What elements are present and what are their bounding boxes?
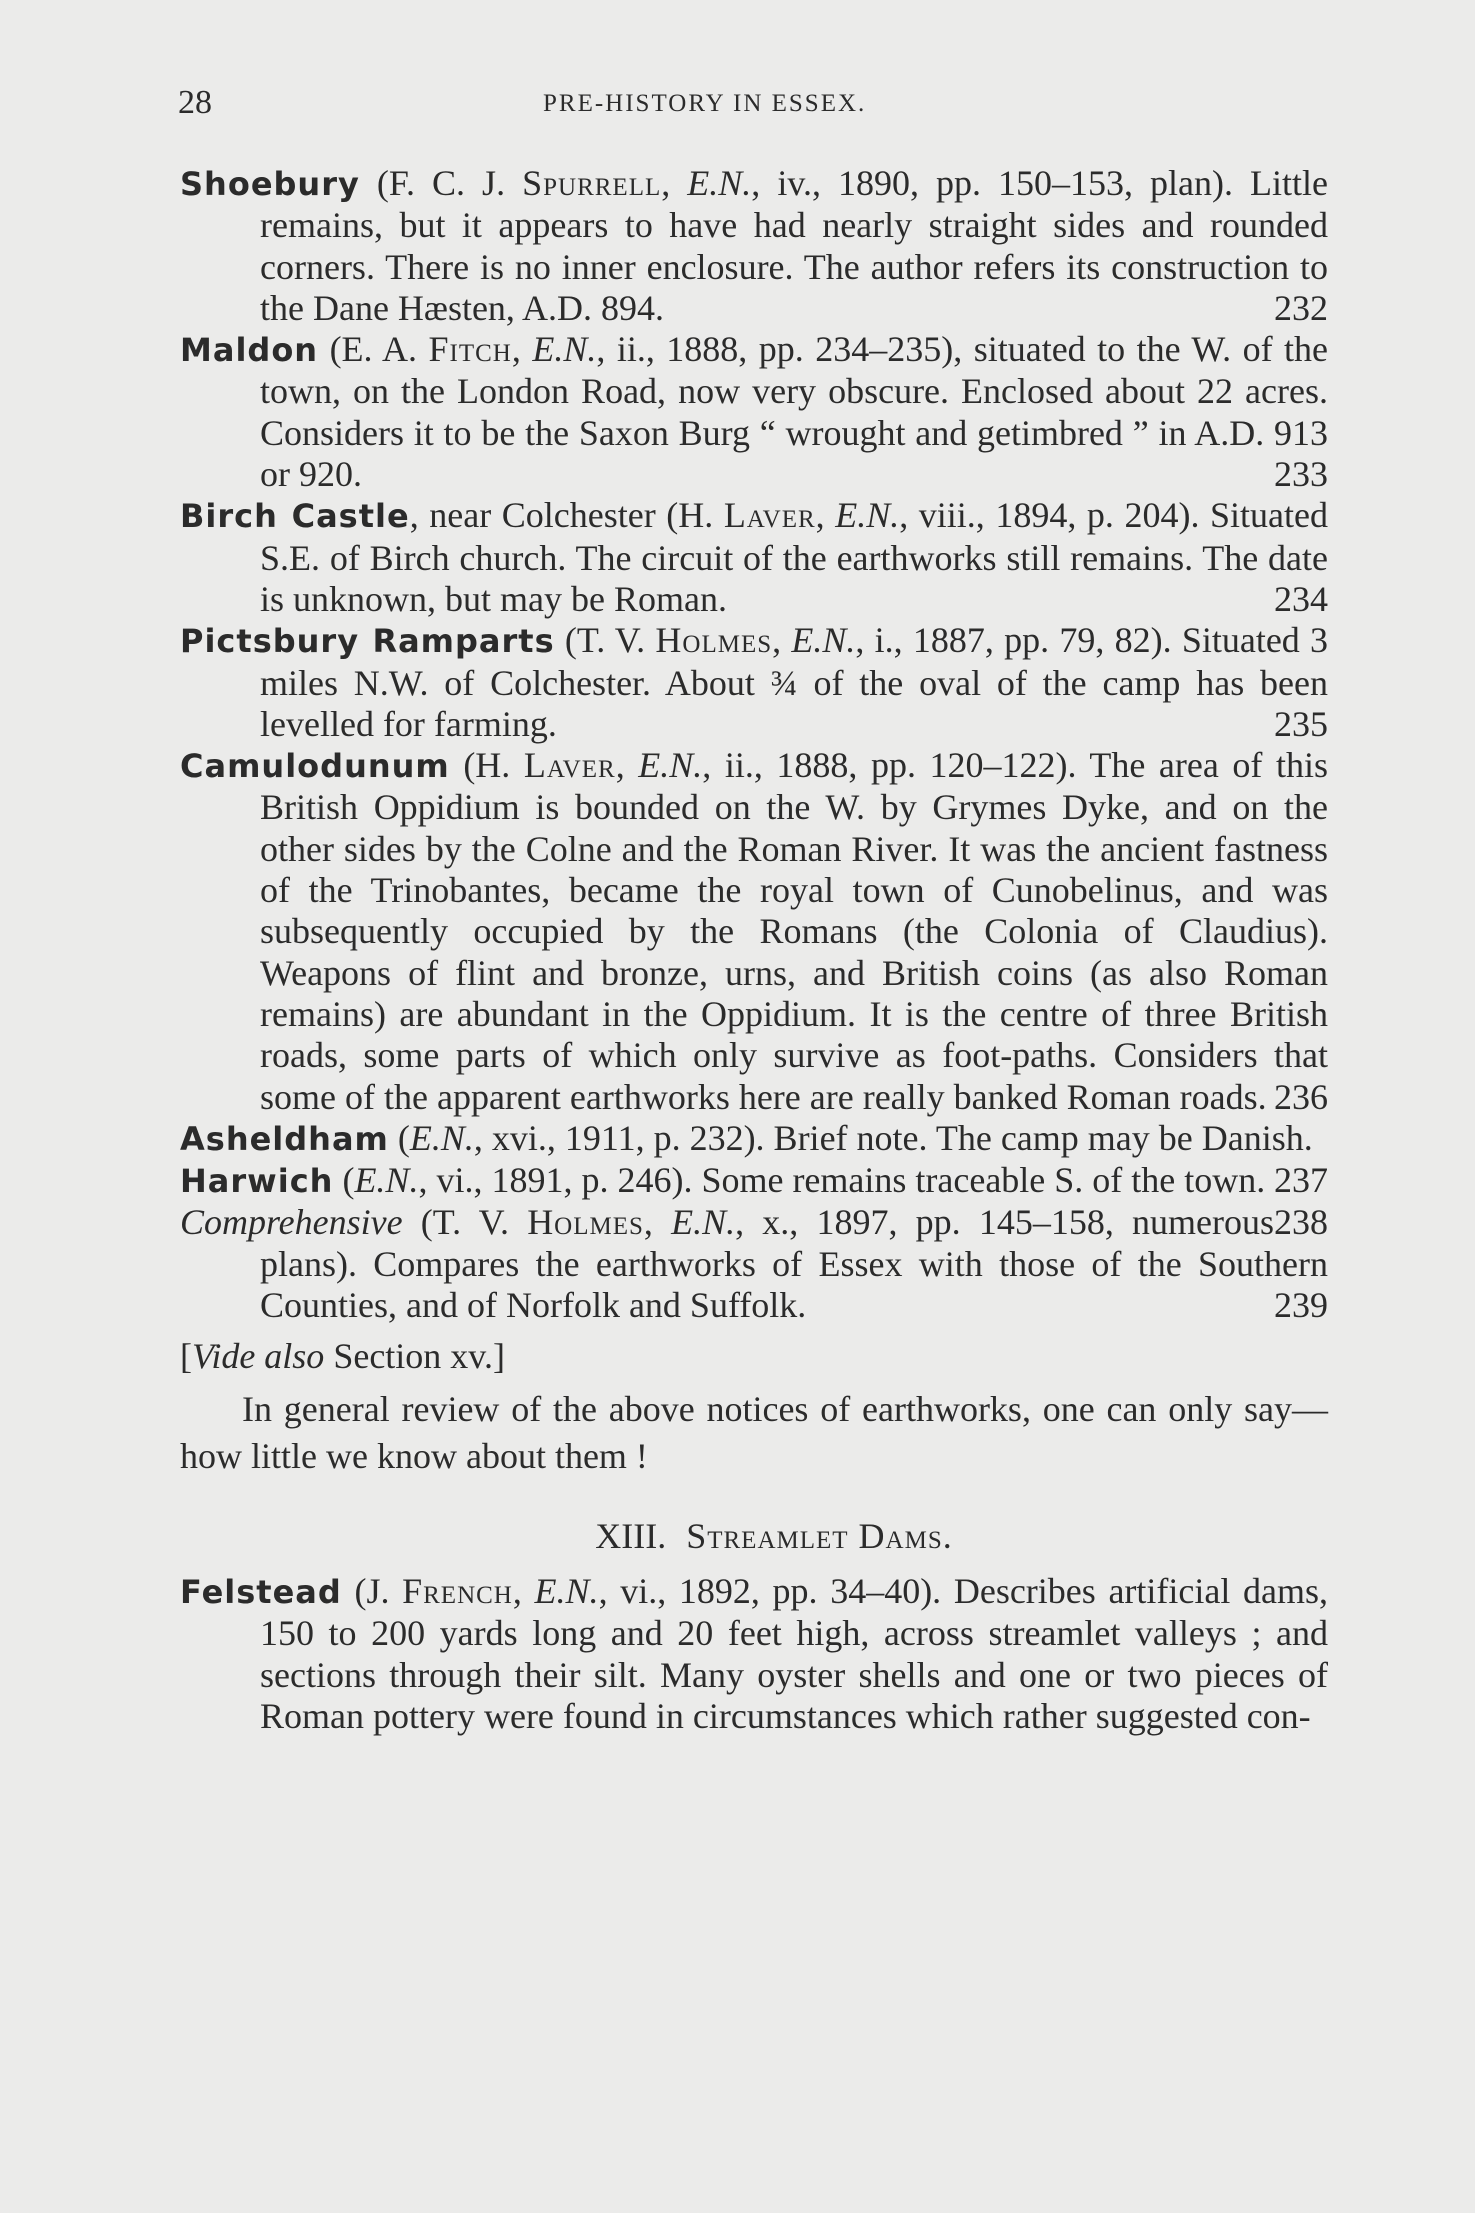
entry-maldon: Maldon (E. A. Fitch, E.N., ii., 1888, pp. 234–235), situated to the W. of the town, on the London Road, now very obscure. Enclosed about 22 acres. Considers it to be the Saxon Burg “ wrought and getimbred ” in A.D. 913 or 920. 233 xyxy=(180,329,1329,495)
entry-harwich: Harwich (E.N., vi., 1891, p. 246). Some remains traceable S. of the town. 238 xyxy=(180,1160,1328,1243)
page-number: 28 xyxy=(178,84,212,121)
journal-abbrev: E.N. xyxy=(687,163,752,203)
author-name: Holmes xyxy=(655,620,773,661)
page-body xyxy=(180,163,1328,1737)
journal-abbrev: E.N. xyxy=(354,1160,419,1201)
entry-text: , x., 1897, pp. 145–158, numerous plans). Compares the earthworks of Essex with those of the Southern Counties, and of Norfolk and Suffolk. xyxy=(260,1202,1328,1326)
section-title: Streamlet Dams. xyxy=(686,1515,953,1556)
entry-text: , vi., 1891, p. 246). Some remains traceable S. of the town. xyxy=(418,1160,1266,1201)
entry-heading: Pictsbury Ramparts xyxy=(180,622,555,661)
entry-text: , viii., 1894, p. 204). Situated S.E. of Birch church. The circuit of the earthworks still remains. The date is unknown, but may be Roman. xyxy=(260,495,1328,619)
reference-number: 236 xyxy=(1274,1076,1328,1117)
author-name: Fitch xyxy=(428,329,512,370)
author-name: French xyxy=(402,1570,513,1611)
reference-number: 233 xyxy=(1274,454,1328,495)
reference-number: 239 xyxy=(1274,1285,1328,1326)
entry-text: , i., 1887, pp. 79, 82). Situated 3 miles N.W. of Colchester. About ¾ of the oval of the camp has been levelled for farming. xyxy=(260,620,1329,744)
running-title: PRE-HISTORY IN ESSEX. xyxy=(543,90,867,117)
section-number: XIII. xyxy=(595,1515,667,1556)
entry-birch-castle: Birch Castle, near Colchester (H. Laver, E.N., viii., 1894, p. 204). Situated S.E. of Birch church. The circuit of the earthworks still remains. The date is unknown, but may be Roman. 234 xyxy=(180,495,1328,619)
entry-shoebury: Shoebury (F. C. J. Spurrell, E.N., iv., 1890, pp. 150–153, plan). Little remains, but it appears to have had nearly straight sides and rounded corners. There is no inner enclosure. The author refers its construction to the Dane Hæsten, A.D. 894. 232 xyxy=(180,163,1329,328)
entry-heading: Maldon xyxy=(180,331,319,370)
entry-heading: Comprehensive xyxy=(180,1202,403,1243)
entry-text: , ii., 1888, pp. 120–122). The area of this British Oppidium is bounded on the W. by Grymes Dyke, and on the other sides by the Colne and the Roman River. It was the ancient fastness of the Trinobantes, became the royal town of Cunobelinus, and was subsequently occupied by the Romans (the Colonia of Claudius). Weapons of flint and bronze, urns, and British coins (as also Roman remains) are abundant in the Oppidium. It is the centre of three British roads, some parts of which only survive as foot-paths. Considers that some of the apparent earthworks here are really banked Roman roads. xyxy=(260,745,1328,1117)
entry-text: , ii., 1888, pp. 234–235), situated to the W. of the town, on the London Road, now very obscure. Enclosed about 22 acres. Considers it to be the Saxon Burg “ wrought and getimbred ” in A.D. 913 or 920. xyxy=(260,329,1329,495)
journal-abbrev: E.N. xyxy=(532,329,597,370)
entry-text: , xvi., 1911, p. 232). Brief note. The camp may be Danish. xyxy=(473,1117,1313,1158)
running-head xyxy=(178,84,1328,128)
author-name: Laver xyxy=(523,745,616,786)
entry-heading: Birch Castle xyxy=(180,497,410,536)
entry-heading: Shoebury xyxy=(180,165,360,203)
entry-felstead: Felstead (J. French, E.N., vi., 1892, pp. 34–40). Describes artificial dams, 150 to 200 yards long and 20 feet high, across streamlet valleys ; and sections through their silt. Many oyster shells and one or two pieces of Roman pottery were found in circumstances which rather suggested con- xyxy=(180,1570,1329,1736)
entry-text: , iv., 1890, pp. 150–153, plan). Little remains, but it appears to have had nearly straight sides and rounded corners. There is no inner enclosure. The author refers its construction to the Dane Hæsten, A.D. 894. xyxy=(260,163,1329,328)
reference-number: 237 xyxy=(1274,1160,1328,1201)
author-name: Holmes xyxy=(527,1202,644,1243)
reference-number: 232 xyxy=(1274,287,1328,328)
author-name: Laver xyxy=(723,495,816,536)
reference-number: 235 xyxy=(1274,703,1328,744)
journal-abbrev: E.N. xyxy=(534,1570,599,1611)
entry-pictsbury-ramparts: Pictsbury Ramparts (T. V. Holmes, E.N., i., 1887, pp. 79, 82). Situated 3 miles N.W. of Colchester. About ¾ of the oval of the camp has been levelled for farming. 235 xyxy=(180,620,1329,744)
entry-text: , vi., 1892, pp. 34–40). Describes artificial dams, 150 to 200 yards long and 20 feet high, across streamlet valleys ; and sections through their silt. Many oyster shells and one or two pieces of Roman pottery were found in circumstances which rather suggested con- xyxy=(260,1570,1329,1736)
entry-comprehensive: Comprehensive (T. V. Holmes, E.N., x., 1897, pp. 145–158, numerous plans). Compares the earthworks of Essex with those of the Southern Counties, and of Norfolk and Suffolk. 239 xyxy=(180,1202,1328,1326)
journal-abbrev: E.N. xyxy=(671,1202,736,1243)
journal-abbrev: E.N. xyxy=(409,1117,474,1158)
entry-camulodunum: Camulodunum (H. Laver, E.N., ii., 1888, pp. 120–122). The area of this British Oppidium is bounded on the W. by Grymes Dyke, and on the other sides by the Colne and the Roman River. It was the ancient fastness of the Trinobantes, became the royal town of Cunobelinus, and was subsequently occupied by the Romans (the Colonia of Claudius). Weapons of flint and bronze, urns, and British coins (as also Roman remains) are abundant in the Oppidium. It is the centre of three British roads, some parts of which only survive as foot-paths. Considers that some of the apparent earthworks here are really banked Roman roads. 236 xyxy=(180,745,1328,1117)
review-paragraph: In general review of the above notices of earthworks, one can only say—how little we know about them ! xyxy=(180,1388,1328,1476)
section-heading xyxy=(180,1516,1328,1557)
cross-reference: [Vide also Section xv.] xyxy=(180,1336,505,1377)
journal-abbrev: E.N. xyxy=(638,745,703,786)
reference-number: 234 xyxy=(1274,578,1328,619)
journal-abbrev: E.N. xyxy=(791,620,856,661)
entry-heading: Felstead xyxy=(180,1572,342,1611)
reference-number: 238 xyxy=(1274,1202,1328,1243)
entry-asheldham: Asheldham (E.N., xvi., 1911, p. 232). Brief note. The camp may be Danish. 237 xyxy=(180,1117,1328,1201)
entry-heading: Camulodunum xyxy=(180,747,450,786)
journal-abbrev: E.N. xyxy=(835,495,900,536)
entry-heading: Harwich xyxy=(180,1162,334,1201)
author-name: Spurrell xyxy=(522,163,662,203)
entry-heading: Asheldham xyxy=(180,1119,389,1158)
